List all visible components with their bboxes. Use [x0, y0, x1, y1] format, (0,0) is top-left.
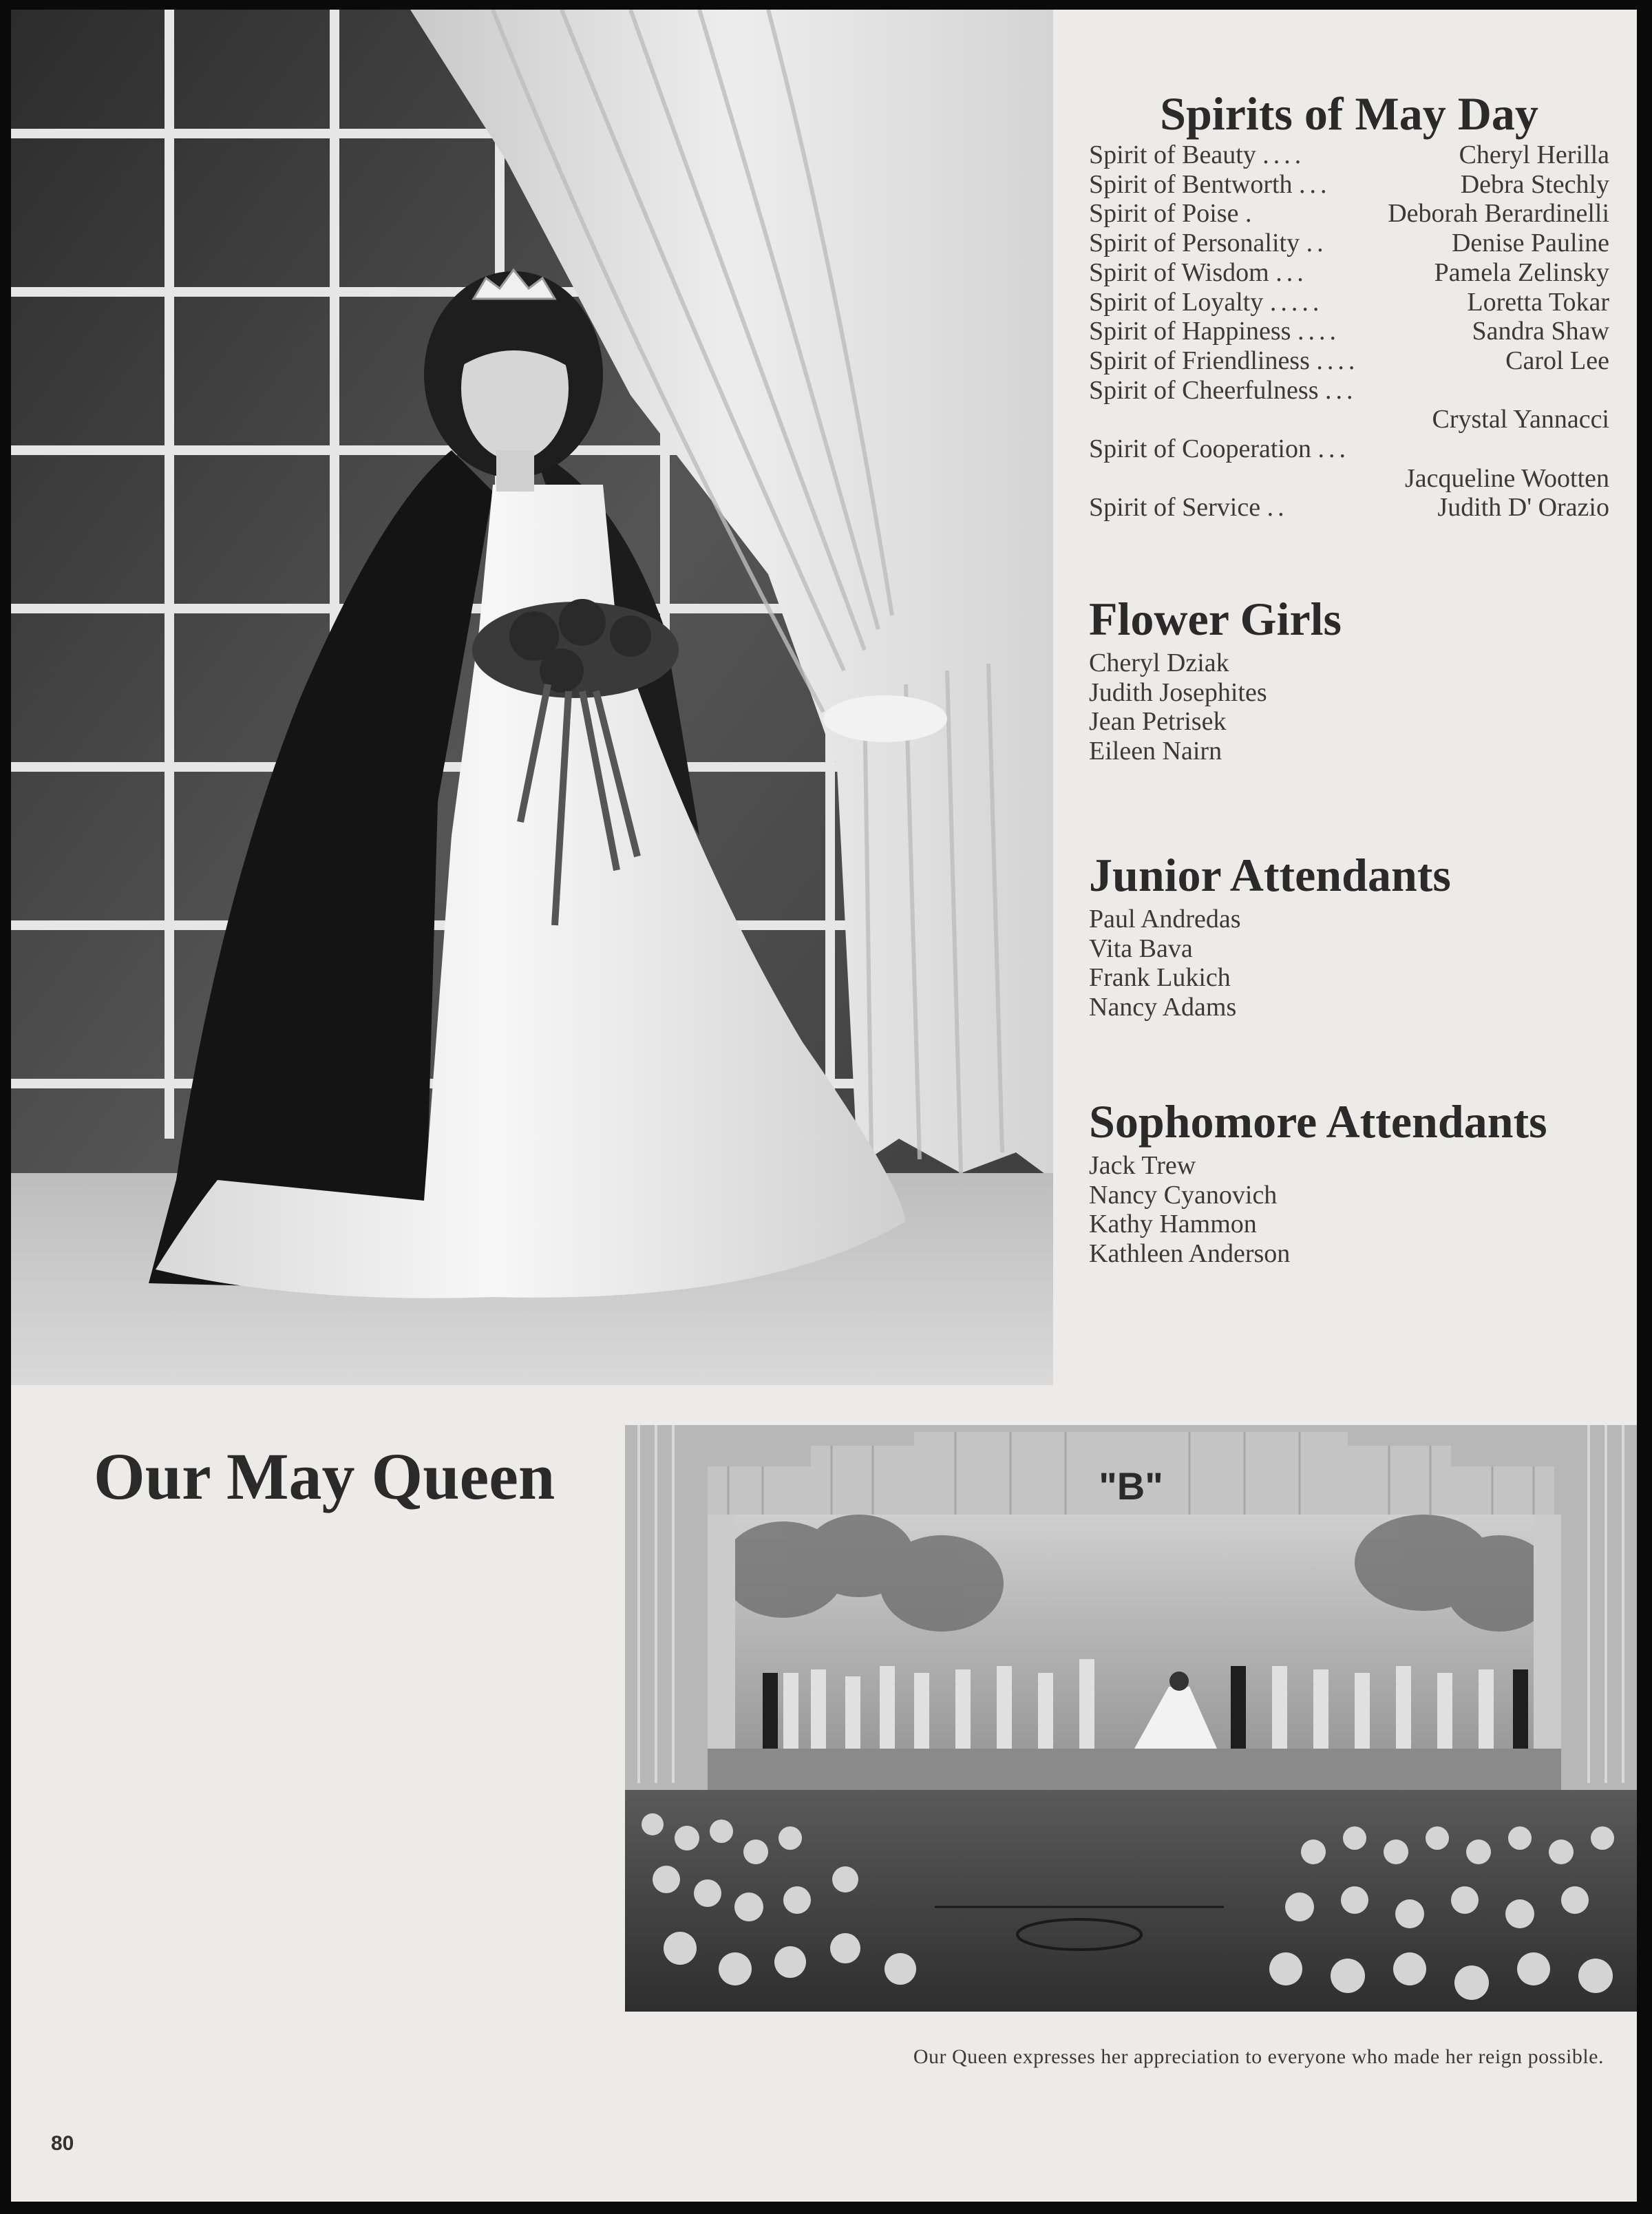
junior-attendant-name: Frank Lukich	[1089, 963, 1231, 993]
spirit-entry	[1089, 258, 1609, 288]
spirit-entry	[1089, 434, 1609, 464]
sophomore-attendant-name: Kathleen Anderson	[1089, 1239, 1291, 1269]
photo-caption: Our Queen expresses her appreciation to everyone who made her reign possible.	[913, 2045, 1604, 2068]
junior-attendant-name: Vita Bava	[1089, 934, 1193, 963]
sophomore-attendant-name: Jack Trew	[1089, 1151, 1196, 1180]
spirit-name: Cheryl Herilla	[1459, 140, 1609, 169]
spirit-role: Spirit of Personality	[1089, 229, 1300, 258]
spirit-role: Spirit of Bentworth	[1089, 169, 1293, 199]
spirit-entry	[1089, 140, 1609, 170]
spirit-entry	[1089, 288, 1609, 317]
spirit-name: Carol Lee	[1505, 346, 1609, 375]
coronation-stage-photo	[625, 1425, 1637, 2012]
junior-attendant-name: Nancy Adams	[1089, 993, 1237, 1022]
spirit-role: Spirit of Service	[1089, 493, 1261, 523]
spirits-of-may-day-section	[1089, 87, 1609, 523]
spirit-entry	[1089, 317, 1609, 346]
spirit-role: Spirit of Cooperation	[1089, 434, 1311, 464]
spirit-dots: .....	[1269, 287, 1324, 317]
junior-attendants-heading: Junior Attendants	[1089, 849, 1451, 901]
spirit-entry	[1089, 229, 1609, 258]
spirit-dots: ..	[1306, 229, 1328, 258]
spirit-name: Jacqueline Wootten	[1405, 463, 1609, 493]
flower-girl-name: Eileen Nairn	[1089, 737, 1222, 766]
spirit-dots: ...	[1317, 434, 1350, 464]
spirit-entry	[1089, 170, 1609, 200]
sophomore-attendant-name: Kathy Hammon	[1089, 1210, 1257, 1239]
spirit-name: Deborah Berardinelli	[1388, 199, 1609, 229]
spirit-dots: ...	[1275, 257, 1308, 287]
yearbook-page	[11, 10, 1637, 2202]
spirit-name: Crystal Yannacci	[1432, 405, 1609, 434]
spirit-role: Spirit of Poise	[1089, 199, 1239, 229]
sophomore-attendant-name: Nancy Cyanovich	[1089, 1180, 1278, 1210]
spirit-dots: ...	[1299, 169, 1331, 199]
spirit-name: Judith D' Orazio	[1437, 493, 1609, 523]
flower-girl-name: Judith Josephites	[1089, 677, 1267, 707]
spirit-name: Denise Pauline	[1451, 229, 1609, 258]
flower-girl-name: Cheryl Dziak	[1089, 649, 1229, 677]
spirit-name: Debra Stechly	[1460, 169, 1609, 199]
spirit-entry	[1089, 376, 1609, 405]
may-queen-portrait-photo	[11, 10, 1053, 1385]
spirit-dots: ...	[1325, 375, 1357, 405]
junior-attendants-section	[1089, 848, 1626, 1022]
spirit-role: Spirit of Happiness	[1089, 317, 1291, 346]
spirit-dots: .	[1245, 199, 1256, 229]
flower-girls-heading: Flower Girls	[1089, 593, 1342, 645]
spirit-name: Sandra Shaw	[1472, 317, 1609, 346]
sophomore-attendants-section	[1089, 1095, 1626, 1269]
page-title: Our May Queen	[94, 1440, 555, 1513]
spirit-name: Loretta Tokar	[1467, 287, 1609, 317]
spirit-dots: ..	[1267, 493, 1289, 523]
spirit-role: Spirit of Cheerfulness	[1089, 375, 1319, 405]
spirit-role: Spirit of Beauty	[1089, 140, 1256, 169]
spirit-entry	[1089, 493, 1609, 523]
spirit-dots: ....	[1262, 140, 1306, 169]
junior-attendant-name: Paul Andredas	[1089, 905, 1241, 934]
sophomore-attendants-heading: Sophomore Attendants	[1089, 1095, 1547, 1148]
spirit-name: Pamela Zelinsky	[1434, 257, 1609, 287]
spirit-role: Spirit of Friendliness	[1089, 346, 1310, 375]
flower-girls-section	[1089, 592, 1626, 766]
spirit-entry	[1089, 346, 1609, 376]
spirit-role: Spirit of Wisdom	[1089, 257, 1269, 287]
spirit-entry	[1089, 199, 1609, 229]
spirit-role: Spirit of Loyalty	[1089, 287, 1264, 317]
spirit-dots: ....	[1297, 317, 1340, 346]
page-number: 80	[51, 2132, 74, 2155]
stage-banner-letter: "B"	[1099, 1464, 1163, 1508]
spirits-heading: Spirits of May Day	[1160, 87, 1538, 140]
spirit-dots: ....	[1316, 346, 1359, 375]
flower-girl-name: Jean Petrisek	[1089, 707, 1227, 737]
